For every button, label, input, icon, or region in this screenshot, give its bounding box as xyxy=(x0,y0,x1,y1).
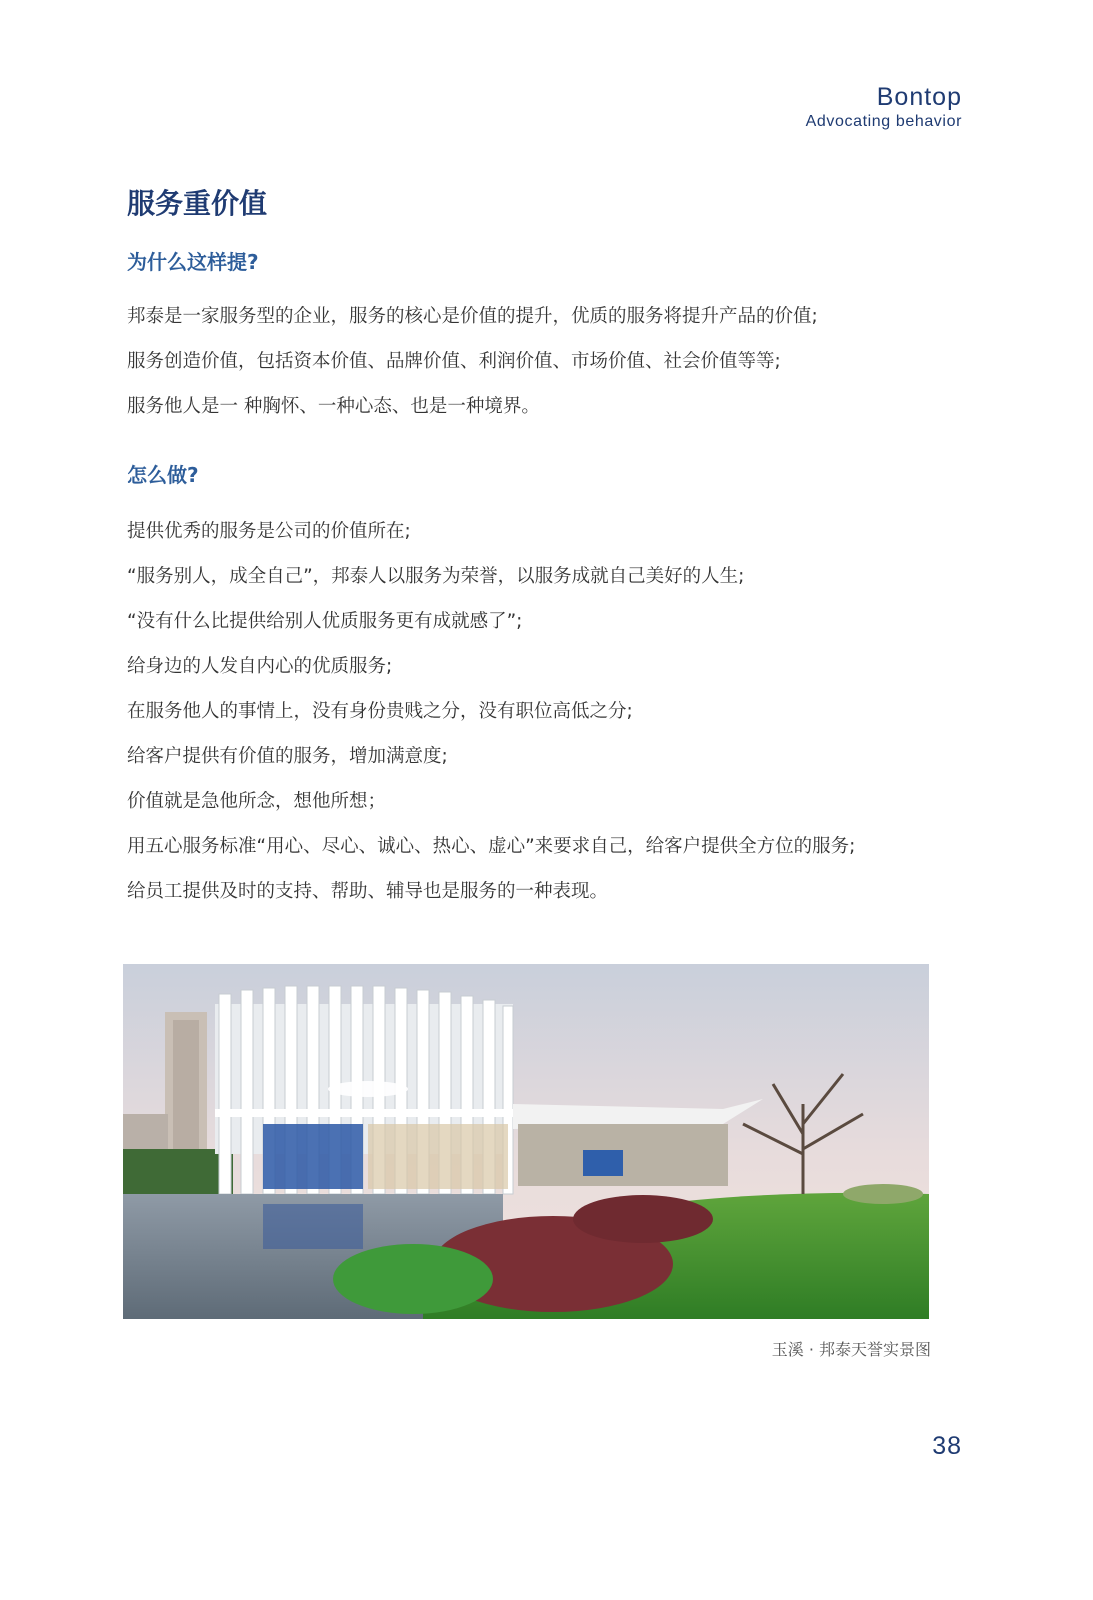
page-header xyxy=(806,82,962,132)
how-line: 给身边的人发自内心的优质服务; xyxy=(127,656,393,677)
how-line: “服务别人，成全自己”，邦泰人以服务为荣誉，以服务成就自己美好的人生; xyxy=(127,566,745,587)
why-line: 邦泰是一家服务型的企业，服务的核心是价值的提升，优质的服务将提升产品的价值; xyxy=(127,306,818,327)
how-line: 给员工提供及时的支持、帮助、辅导也是服务的一种表现。 xyxy=(127,881,609,902)
brand-name: Bontop xyxy=(876,83,962,111)
why-paragraph xyxy=(127,294,818,429)
page-title: 服务重价值 xyxy=(127,187,268,220)
photo-caption: 玉溪 · 邦泰天誉实景图 xyxy=(771,1340,931,1359)
brand-tagline: Advocating behavior xyxy=(805,113,962,130)
why-heading: 为什么这样提? xyxy=(127,250,259,274)
building-photo xyxy=(123,964,929,1319)
building-photo-illustration xyxy=(123,964,929,1319)
how-heading: 怎么做? xyxy=(127,463,199,487)
why-line: 服务他人是一 种胸怀、一种心态、也是一种境界。 xyxy=(127,396,540,417)
how-line: “没有什么比提供给别人优质服务更有成就感了”; xyxy=(127,611,523,632)
how-line: 在服务他人的事情上，没有身份贵贱之分，没有职位高低之分; xyxy=(127,701,633,722)
how-line: 价值就是急他所念，想他所想； xyxy=(127,791,387,812)
why-line: 服务创造价值，包括资本价值、品牌价值、利润价值、市场价值、社会价值等等; xyxy=(127,351,781,372)
how-line: 给客户提供有价值的服务，增加满意度; xyxy=(127,746,448,767)
how-line: 提供优秀的服务是公司的价值所在; xyxy=(127,521,411,542)
how-paragraph xyxy=(127,509,855,914)
how-line: 用五心服务标准“用心、尽心、诚心、热心、虚心”来要求自己，给客户提供全方位的服务; xyxy=(127,836,856,857)
page-number: 38 xyxy=(932,1432,962,1460)
